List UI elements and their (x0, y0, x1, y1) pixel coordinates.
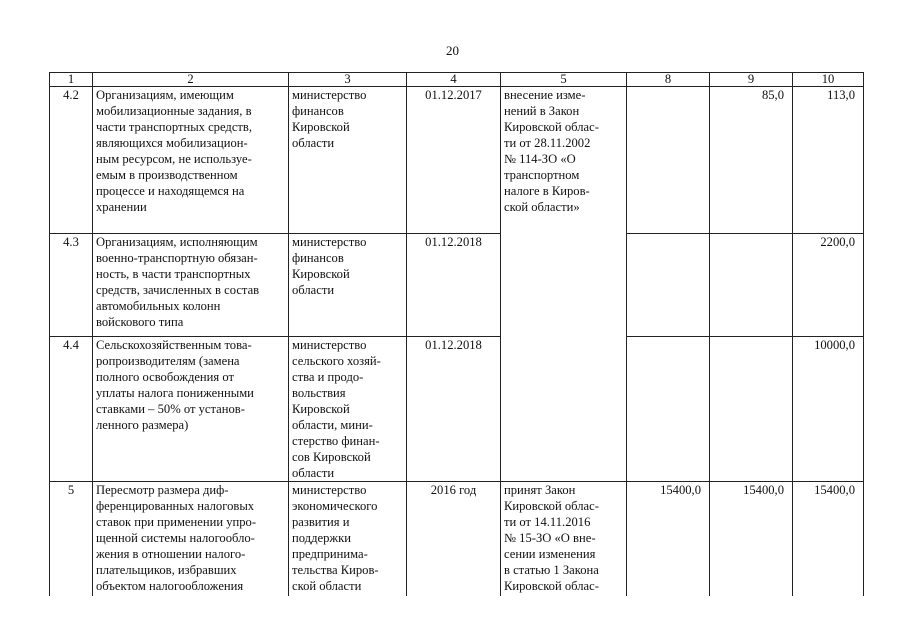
row-number: 5 (50, 482, 93, 597)
value-col-10: 113,0 (793, 87, 864, 234)
measure-description: Организациям, имеющим мобилизационные задания, в части транспортных средств, являющихся мобилизацион- ным ресурсом, не используе- емым в производственном процессе и находящемся на хранении (93, 87, 289, 234)
page-number: 20 (446, 43, 459, 58)
column-header: 9 (710, 73, 793, 87)
value-col-8 (627, 337, 710, 482)
value-col-9: 85,0 (710, 87, 793, 234)
row-number: 4.2 (50, 87, 93, 234)
row-number: 4.3 (50, 234, 93, 337)
column-header: 1 (50, 73, 93, 87)
executor: министерство финансов Кировской области (289, 234, 407, 337)
executor: министерство финансов Кировской области (289, 87, 407, 234)
column-header: 4 (407, 73, 501, 87)
value-col-10: 10000,0 (793, 337, 864, 482)
value-col-10: 2200,0 (793, 234, 864, 337)
law-reference: принят Закон Кировской облас- ти от 14.11.2016 № 15-ЗО «О вне- сении изменения в статью 1 Закона Кировской облас- (501, 482, 627, 597)
value-col-8: 15400,0 (627, 482, 710, 597)
header-row (50, 73, 864, 87)
table-row (50, 482, 864, 597)
executor: министерство сельского хозяй- ства и продо- вольствия Кировской области, мини- стерство финан- сов Кировской области (289, 337, 407, 482)
measure-description: Пересмотр размера диф- ференцированных налоговых ставок при применении упро- щенной системы налогообло- жения в отношении налого- плательщиков, избравших объектом налогообложения (93, 482, 289, 597)
law-reference: внесение изме- нений в Закон Кировской облас- ти от 28.11.2002 № 114-ЗО «О транспортном налоге в Киров- ской области» (501, 87, 627, 482)
date: 01.12.2017 (407, 87, 501, 234)
column-header: 5 (501, 73, 627, 87)
value-col-10: 15400,0 (793, 482, 864, 597)
value-col-9 (710, 234, 793, 337)
value-col-9 (710, 337, 793, 482)
column-header: 2 (93, 73, 289, 87)
table-row (50, 234, 864, 337)
date: 01.12.2018 (407, 234, 501, 337)
column-header: 3 (289, 73, 407, 87)
value-col-9: 15400,0 (710, 482, 793, 597)
measure-description: Сельскохозяйственным това- ропроизводителям (замена полного освобождения от уплаты налога пониженными ставками – 50% от установ- ленного размера) (93, 337, 289, 482)
value-col-8 (627, 87, 710, 234)
measure-description: Организациям, исполняющим военно-транспортную обязан- ность, в части транспортных средств, зачисленных в состав автомобильных колонн войскового типа (93, 234, 289, 337)
date: 01.12.2018 (407, 337, 501, 482)
table-row (50, 87, 864, 234)
executor: министерство экономического развития и поддержки предпринима- тельства Киров- ской области (289, 482, 407, 597)
column-header: 10 (793, 73, 864, 87)
value-col-8 (627, 234, 710, 337)
row-number: 4.4 (50, 337, 93, 482)
column-header: 8 (627, 73, 710, 87)
measures-table (49, 72, 864, 596)
date: 2016 год (407, 482, 501, 597)
table-row (50, 337, 864, 482)
